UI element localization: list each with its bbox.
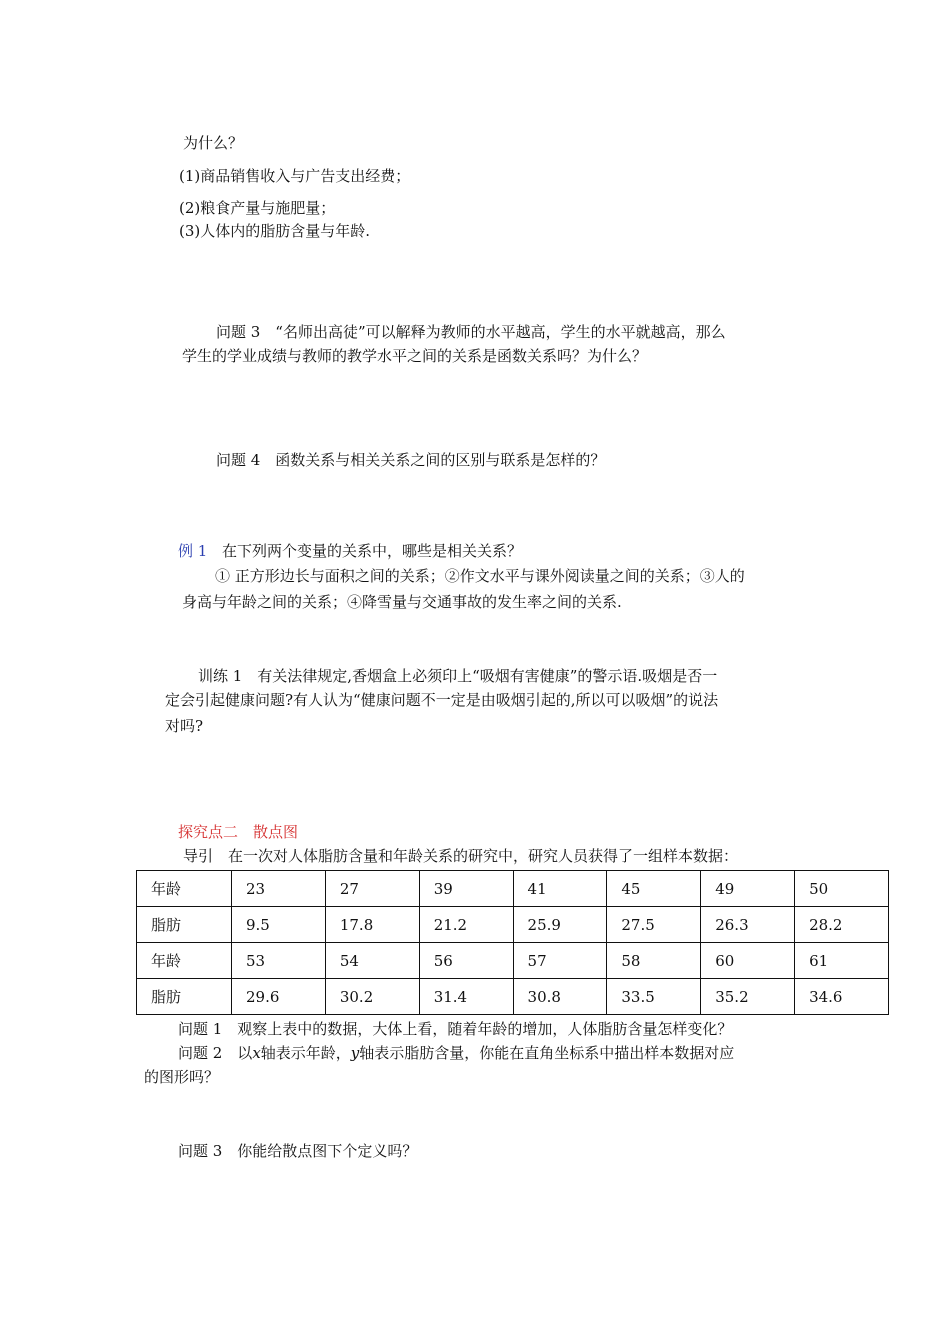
intro-line-2: (1)商品销售收入与广告支出经费； — [179, 167, 411, 185]
table-row — [137, 907, 889, 943]
table-cell: 53 — [232, 943, 326, 979]
section-2-heading: 探究点二 散点图 — [178, 823, 299, 841]
table-row — [137, 943, 889, 979]
x-variable: x — [252, 1044, 261, 1062]
table-cell: 31.4 — [419, 979, 513, 1015]
data-table — [136, 870, 889, 1015]
table-cell: 33.5 — [607, 979, 701, 1015]
table-cell: 27.5 — [607, 907, 701, 943]
table-cell: 9.5 — [232, 907, 326, 943]
table-cell: 34.6 — [795, 979, 889, 1015]
table-cell: 30.2 — [325, 979, 419, 1015]
y-variable: y — [350, 1044, 360, 1062]
table-cell: 17.8 — [325, 907, 419, 943]
example-1-line-2: 身高与年龄之间的关系；④降雪量与交通事故的发生率之间的关系. — [182, 593, 622, 611]
training-1-line-1: 训练 1 有关法律规定,香烟盒上必须印上“吸烟有害健康”的警示语.吸烟是否一 — [198, 667, 718, 685]
table-cell: 56 — [419, 943, 513, 979]
table-cell: 50 — [795, 871, 889, 907]
table-cell: 54 — [325, 943, 419, 979]
table-cell: 年龄 — [137, 943, 232, 979]
table-cell: 57 — [513, 943, 607, 979]
table-cell: 41 — [513, 871, 607, 907]
table-cell: 39 — [419, 871, 513, 907]
table-cell: 23 — [232, 871, 326, 907]
table-cell: 脂肪 — [137, 907, 232, 943]
problem-2-part-1: 问题 2 以 — [178, 1044, 253, 1062]
table-cell: 26.3 — [701, 907, 795, 943]
intro-line-1: 为什么？ — [183, 134, 244, 152]
table-cell: 27 — [325, 871, 419, 907]
table-cell: 29.6 — [232, 979, 326, 1015]
table-row — [137, 979, 889, 1015]
question-3-line-1: 问题 3 “名师出高徒”可以解释为教师的水平越高，学生的水平就越高，那么 — [216, 323, 726, 341]
example-1-label: 例 1 — [178, 542, 208, 560]
problem-3: 问题 3 你能给散点图下个定义吗？ — [178, 1142, 418, 1160]
training-1-line-3: 对吗? — [165, 717, 204, 735]
table-cell: 28.2 — [795, 907, 889, 943]
table-cell: 58 — [607, 943, 701, 979]
problem-2-part-3: 轴表示脂肪含量，你能在直角坐标系中描出样本数据对应 — [359, 1044, 735, 1062]
table-cell: 49 — [701, 871, 795, 907]
table-row — [137, 871, 889, 907]
table-cell: 45 — [607, 871, 701, 907]
example-1-question: 在下列两个变量的关系中，哪些是相关关系？ — [222, 542, 523, 560]
table-cell: 年龄 — [137, 871, 232, 907]
intro-line-4: (3)人体内的脂肪含量与年龄. — [179, 222, 371, 240]
table-cell: 60 — [701, 943, 795, 979]
problem-1: 问题 1 观察上表中的数据，大体上看，随着年龄的增加，人体脂肪含量怎样变化？ — [178, 1020, 733, 1038]
intro-line-3: (2)粮食产量与施肥量； — [179, 199, 336, 217]
question-4: 问题 4 函数关系与相关关系之间的区别与联系是怎样的？ — [216, 451, 606, 469]
problem-2-line-2: 的图形吗？ — [144, 1068, 220, 1086]
example-1-line-1: ① 正方形边长与面积之间的关系；②作文水平与课外阅读量之间的关系；③人的 — [215, 567, 745, 585]
question-3-line-2: 学生的学业成绩与教师的教学水平之间的关系是函数关系吗？为什么？ — [182, 347, 648, 365]
table-cell: 21.2 — [419, 907, 513, 943]
problem-2-part-2: 轴表示年龄， — [260, 1044, 351, 1062]
table-cell: 35.2 — [701, 979, 795, 1015]
table-cell: 25.9 — [513, 907, 607, 943]
table-cell: 脂肪 — [137, 979, 232, 1015]
table-cell: 61 — [795, 943, 889, 979]
table-cell: 30.8 — [513, 979, 607, 1015]
training-1-line-2: 定会引起健康问题?有人认为“健康问题不一定是由吸烟引起的,所以可以吸烟”的说法 — [165, 691, 719, 709]
problem-2-line-1 — [178, 1043, 734, 1063]
guide-text: 导引 在一次对人体脂肪含量和年龄关系的研究中，研究人员获得了一组样本数据： — [183, 847, 739, 865]
